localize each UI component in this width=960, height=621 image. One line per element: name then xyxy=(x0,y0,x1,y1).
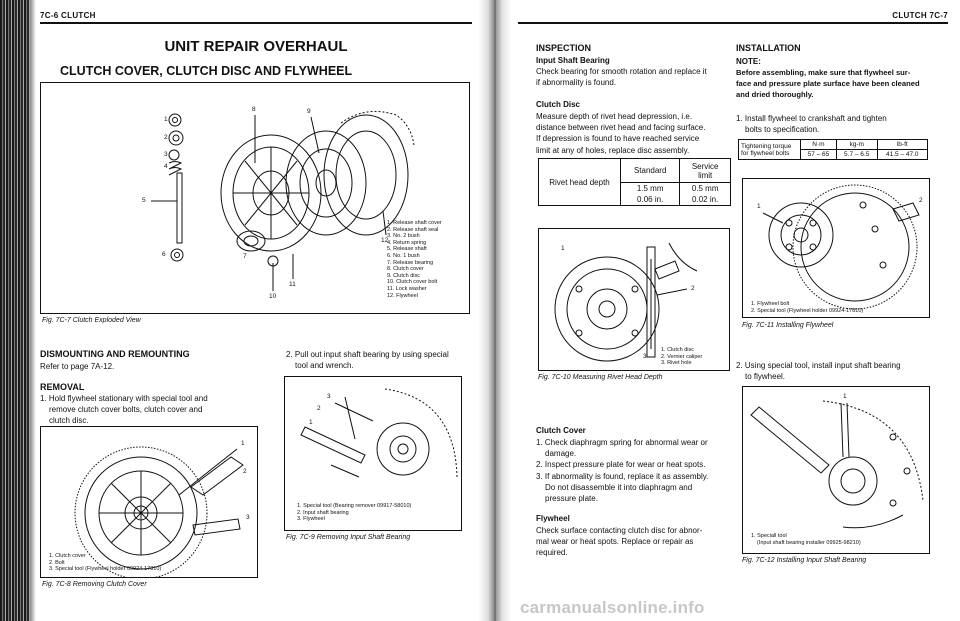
rivet-head-depth-table xyxy=(538,158,731,206)
input-shaft-text: Check bearing for smooth rotation and replace it if abnormality is found. xyxy=(536,67,707,88)
fig-installing-input-shaft-bearing xyxy=(742,386,930,554)
callout-2: 2 xyxy=(164,134,168,141)
rivet-row-label: Rivet head depth xyxy=(539,159,621,206)
callout-5: 5 xyxy=(142,197,146,204)
fig-clutch-exploded-view xyxy=(40,82,470,314)
fig-measuring-rivet-head-depth xyxy=(538,228,730,371)
col-service-limit: Service limit xyxy=(680,159,731,183)
fig-8-legend: 1. Clutch cover 2. Bolt 3. Special tool (Flywheel holder 09924-17810) xyxy=(49,553,162,573)
fig-10-caption: Fig. 7C-10 Measuring Rivet Head Depth xyxy=(538,374,663,381)
callout-1: 1 xyxy=(164,116,168,123)
callout-1: 1 xyxy=(843,393,847,400)
callout-2: 2 xyxy=(919,197,923,204)
bearing-install-drawing xyxy=(743,387,930,554)
callout-1: 1 xyxy=(561,245,565,252)
header-rule xyxy=(518,22,948,24)
installation-heading: INSTALLATION xyxy=(736,43,801,53)
right-page xyxy=(518,0,948,621)
callout-3: 3 xyxy=(246,514,250,521)
value-nm: 57 – 65 xyxy=(801,150,837,160)
unit-lbft: lb-ft xyxy=(877,140,927,150)
fig-9-caption: Fig. 7C-9 Removing Input Shaft Bearing xyxy=(286,534,411,541)
dismounting-refer: Refer to page 7A-12. xyxy=(40,362,115,371)
clutch-disc-text: Measure depth of rivet head depression, i.e. distance between rivet head and facing surface. If depression is found to have reached service limit at any of holes, replace disc assembly. xyxy=(536,112,706,155)
removal-step-2: 2. Pull out input shaft bearing by using special tool and wrench. xyxy=(286,350,449,371)
fig-11-caption: Fig. 7C-11 Installing Flywheel xyxy=(742,322,834,329)
callout-2: 2 xyxy=(317,405,321,412)
note-heading: NOTE: xyxy=(736,57,761,66)
callout-1: 1 xyxy=(757,203,761,210)
removal-heading: REMOVAL xyxy=(40,382,85,392)
callout-10: 10 xyxy=(269,293,277,300)
value-kgm: 5.7 – 6.5 xyxy=(836,150,877,160)
callout-2: 2 xyxy=(243,468,247,475)
callout-3: 3 xyxy=(327,393,331,400)
fig-installing-flywheel xyxy=(742,178,930,318)
flywheel-install-drawing xyxy=(743,179,930,318)
fig-7-caption: Fig. 7C-7 Clutch Exploded View xyxy=(42,317,141,324)
clutch-cover-heading: Clutch Cover xyxy=(536,426,586,435)
flywheel-text: Check surface contacting clutch disc for abnor- mal wear or heat spots. Replace or repair as required. xyxy=(536,526,703,558)
header-rule xyxy=(40,22,472,24)
torque-label: Tightening torque for flywheel bolts xyxy=(739,140,801,160)
callout-9: 9 xyxy=(307,108,311,115)
running-head-left: 7C-6 CLUTCH xyxy=(40,11,96,20)
callout-2: 2 xyxy=(691,285,695,292)
fig-removing-clutch-cover xyxy=(40,426,258,578)
callout-7: 7 xyxy=(243,253,247,260)
callout-11: 11 xyxy=(289,281,296,288)
callout-1: 1 xyxy=(241,440,245,447)
book-binding-edge xyxy=(0,0,30,621)
callout-12: 12 xyxy=(381,237,389,244)
unit-nm: N·m xyxy=(801,140,837,150)
callout-4: 4 xyxy=(164,163,168,170)
clutch-cover-items: 1. Check diaphragm spring for abnormal wear or damage. 2. Inspect pressure plate for wear or heat spots. 3. If abnormality is found, replace it as assembly. Do not disassemble it into diaphragm and pressure plate. xyxy=(536,438,709,504)
flywheel-torque-table xyxy=(738,139,928,160)
callout-8: 8 xyxy=(252,106,256,113)
flywheel-heading: Flywheel xyxy=(536,514,570,523)
left-page xyxy=(40,0,472,621)
standard-in: 0.06 in. xyxy=(621,194,680,206)
install-step-1: 1. Install flywheel to crankshaft and tighten bolts to specification. xyxy=(736,114,887,135)
fig-12-legend: 1. Speciall tool (Input shaft bearing installer 09925-98210) xyxy=(751,533,861,546)
fig-10-legend: 1. Clutch disc 2. Vernier caliper 3. Rivet hole xyxy=(661,347,703,367)
callout-1: 1 xyxy=(309,419,313,426)
note-text: Before assembling, make sure that flywheel sur- face and pressure plate surface have been cleaned and dried thoroughly. xyxy=(736,68,920,100)
callout-3: 3 xyxy=(164,151,168,158)
input-shaft-heading: Input Shaft Bearing xyxy=(536,56,610,65)
col-standard: Standard xyxy=(621,159,680,183)
fig-8-caption: Fig. 7C-8 Removing Clutch Cover xyxy=(42,581,147,588)
fig-12-caption: Fig. 7C-12 Installing Input Shaft Bearing xyxy=(742,557,867,564)
clutch-disc-heading: Clutch Disc xyxy=(536,100,581,109)
standard-mm: 1.5 mm xyxy=(621,183,680,195)
inspection-heading: INSPECTION xyxy=(536,43,592,53)
fig-11-legend: 1. Flywheel bolt 2. Special tool (Flywheel holder 09924-17810) xyxy=(751,301,864,314)
page-title: UNIT REPAIR OVERHAUL xyxy=(164,38,348,55)
service-in: 0.02 in. xyxy=(680,194,731,206)
book-gutter xyxy=(478,0,512,621)
running-head-right: CLUTCH 7C-7 xyxy=(892,11,948,20)
callout-3: 3 xyxy=(643,353,647,360)
callout-6: 6 xyxy=(162,251,166,258)
watermark: carmanualsonline.info xyxy=(520,598,705,617)
section-title: CLUTCH COVER, CLUTCH DISC AND FLYWHEEL xyxy=(60,64,353,78)
fig-7-legend: 1. Release shaft cover 2. Release shaft seal 3. No. 2 bush 4. Return spring 5. Release shaft 6. No. 1 bush 7. Release bearing 8. Clutch cover 9. Clutch disc 10. Clutch cover bolt 11. Lock washer 12. Flywheel xyxy=(387,220,442,299)
unit-kgm: kg-m xyxy=(836,140,877,150)
removal-step-1: 1. Hold flywheel stationary with special tool and remove clutch cover bolts, clutch cover and clutch disc. xyxy=(40,394,208,426)
fig-9-legend: 1. Special tool (Bearing remover 09917-58010) 2. Input shaft bearing 3. Flywheel xyxy=(297,503,412,523)
value-lbft: 41.5 – 47.0 xyxy=(877,150,927,160)
service-mm: 0.5 mm xyxy=(680,183,731,195)
install-step-2: 2. Using special tool, install input shaft bearing to flywheel. xyxy=(736,361,901,382)
dismounting-heading: DISMOUNTING AND REMOUNTING xyxy=(40,349,190,359)
fig-removing-input-shaft-bearing xyxy=(284,376,462,531)
